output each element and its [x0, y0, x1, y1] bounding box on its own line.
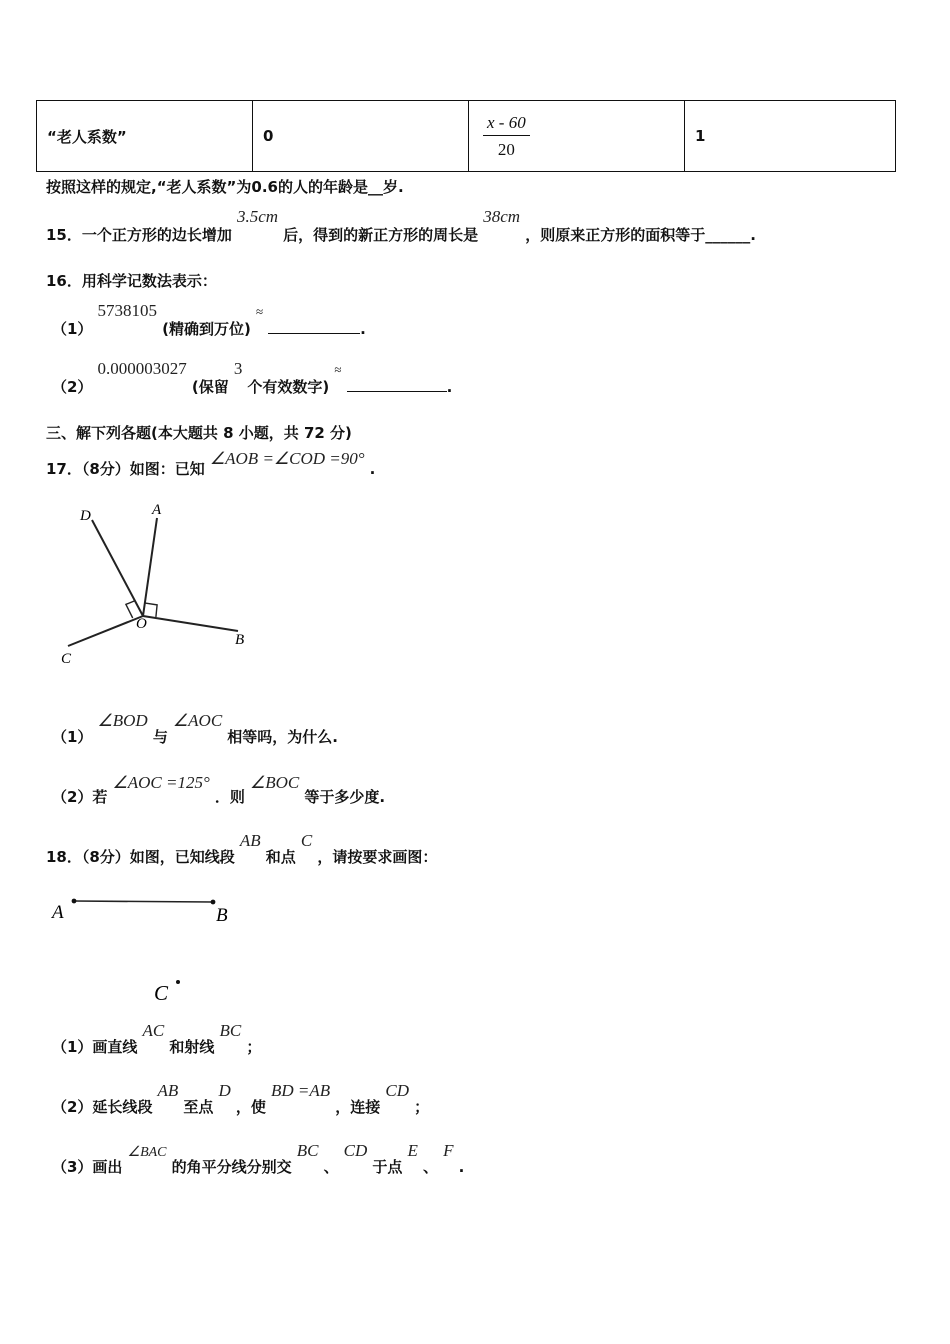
point-label-b: B [235, 632, 245, 648]
q15-math-2: 38cm [483, 207, 521, 226]
point-label-a: A [52, 902, 64, 923]
segment-figure [45, 885, 245, 1010]
q16-sub1-label: （1） [52, 320, 93, 338]
point-label-a: A [152, 502, 162, 518]
q18-sub2-math-2: D [218, 1081, 231, 1100]
point-a [72, 899, 77, 904]
q16-sub1-note: (精确到万位) [162, 320, 251, 338]
point-label-d: D [80, 508, 91, 524]
fraction-denominator: 20 [497, 139, 515, 159]
q18-text-1: 18．（8分）如图，已知线段 [46, 848, 235, 866]
period: . [369, 460, 376, 478]
q17-sub2-text-2: 等于多少度. [304, 788, 386, 806]
period: . [360, 320, 366, 338]
q16-stem: 16．用科学记数法表示： [46, 272, 217, 290]
age-coefficient-table [36, 100, 896, 172]
table-cell: “老人系数” [37, 101, 253, 172]
q18-sub3-label: （3）画出 [52, 1158, 123, 1176]
table-cell [469, 101, 685, 172]
q18-sub3-text-2: 、 [323, 1158, 339, 1176]
q17-sub-2 [52, 772, 386, 806]
table-row [37, 101, 896, 172]
segment-ab [74, 901, 213, 902]
q15-text-1: 15．一个正方形的边长增加 [46, 226, 232, 244]
q17-text: 17．（8分）如图：已知 [46, 460, 205, 478]
ray-oa [143, 518, 157, 616]
q17-sub2-math-1: ∠AOC =125° [112, 773, 210, 792]
q16-sub2-number: 0.000003027 [97, 359, 187, 378]
section-heading: 三、解下列各题(本大题共 8 小题，共 72 分) [46, 424, 352, 442]
point-label-b: B [216, 905, 228, 926]
q15-text-3: ，则原来正方形的面积等于______. [525, 226, 756, 244]
q16-sub1-number: 5738105 [97, 301, 158, 320]
angle-figure [50, 496, 270, 676]
period: . [446, 378, 453, 396]
q18-sub3-math-4: E [407, 1141, 418, 1160]
q18-sub2-text-1: 至点 [183, 1098, 214, 1116]
q18-sub-2 [52, 1080, 430, 1116]
point-label-o: O [136, 616, 147, 632]
q15-math-1: 3.5cm [236, 207, 279, 226]
q18-sub-3 [52, 1140, 465, 1176]
q17-sub1-text-2: 相等吗，为什么. [227, 728, 338, 746]
q18-sub3-math-5: F [443, 1141, 454, 1160]
question-15 [46, 206, 756, 244]
q18-math-1: AB [239, 831, 261, 850]
q16-sub-1 [52, 300, 366, 338]
q18-sub1-text-2: ； [246, 1038, 262, 1056]
point-label-c: C [154, 981, 169, 1005]
q17-sub1-math-2: ∠AOC [172, 711, 223, 730]
q17-sub2-math-2: ∠BOC [250, 773, 300, 792]
right-angle-mark [145, 603, 157, 617]
approx-sign: ≈ [255, 304, 264, 319]
answer-blank [268, 319, 360, 334]
q18-sub3-text-3: 于点 [372, 1158, 403, 1176]
q18-stem [46, 830, 438, 866]
ray-ob [143, 616, 238, 631]
q18-sub2-math-3: BD =AB [271, 1081, 331, 1100]
q17-sub-1 [52, 710, 338, 746]
answer-blank [347, 377, 447, 392]
q18-text-2: 和点 [265, 848, 296, 866]
q18-sub3-text-5: . [458, 1158, 465, 1176]
ray-oc [68, 616, 143, 646]
q18-sub2-math-1: AB [157, 1081, 179, 1100]
q18-sub2-text-2: ，使 [235, 1098, 266, 1116]
q18-sub3-math-1: ∠BAC [127, 1145, 167, 1160]
q18-sub3-math-2: BC [296, 1141, 319, 1160]
q17-sub1-label: （1） [52, 728, 93, 746]
right-angle-mark [126, 601, 135, 618]
q17-sub1-text-1: 与 [152, 728, 168, 746]
q16-sub2-label: （2） [52, 378, 93, 396]
q18-sub-1 [52, 1020, 262, 1056]
q18-sub3-text-4: 、 [422, 1158, 438, 1176]
q17-stem [46, 448, 376, 478]
q16-sub-2 [52, 358, 453, 396]
approx-sign: ≈ [334, 362, 342, 377]
q18-sub1-math-2: BC [219, 1021, 242, 1040]
q18-text-3: ，请按要求画图： [317, 848, 438, 866]
point-label-c: C [61, 651, 72, 667]
ray-od [92, 520, 143, 616]
q18-sub1-math-1: AC [142, 1021, 165, 1040]
q16-sub2-digit: 3 [233, 359, 243, 378]
q18-sub3-math-3: CD [343, 1141, 368, 1160]
q18-sub1-text-1: 和射线 [169, 1038, 215, 1056]
q15-text-2: 后，得到的新正方形的周长是 [283, 226, 479, 244]
q18-sub2-math-4: CD [385, 1081, 409, 1100]
q18-sub2-text-3: ，连接 [335, 1098, 381, 1116]
q18-sub2-label: （2）延长线段 [52, 1098, 153, 1116]
q17-sub2-label: （2）若 [52, 788, 108, 806]
q18-sub2-text-4: ； [414, 1098, 430, 1116]
fraction [483, 113, 530, 160]
q17-math: ∠AOB =∠COD =90° [209, 449, 365, 468]
q18-math-2: C [300, 831, 313, 850]
q16-sub2-note-a: (保留 [191, 378, 229, 396]
q14-question-text: 按照这样的规定,“老人系数”为0.6的人的年龄是__岁. [46, 178, 404, 196]
point-c [176, 980, 180, 984]
table-cell: 1 [685, 101, 896, 172]
q16-sub2-note-b: 个有效数字) [247, 378, 330, 396]
q18-sub1-label: （1）画直线 [52, 1038, 138, 1056]
q18-sub3-text-1: 的角平分线分别交 [171, 1158, 292, 1176]
point-b [211, 900, 216, 905]
table-cell: 0 [253, 101, 469, 172]
q17-sub1-math-1: ∠BOD [97, 711, 148, 730]
fraction-numerator: x - 60 [483, 113, 530, 136]
q17-sub2-text-1: ．则 [214, 788, 245, 806]
